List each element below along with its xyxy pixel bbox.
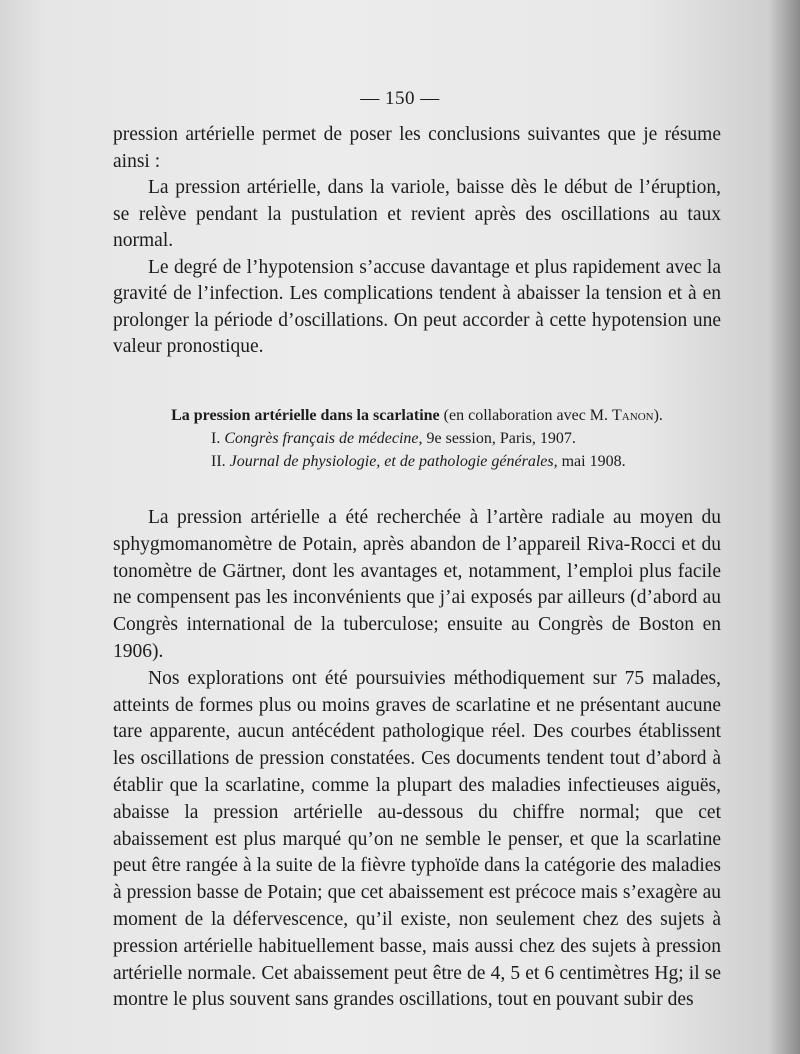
body-text bbox=[113, 505, 721, 1014]
intro-text bbox=[113, 122, 721, 361]
section-collab-suffix: ). bbox=[653, 407, 663, 424]
section-title: La pression artérielle dans la scarlatine bbox=[171, 407, 440, 424]
collaborator-name: Tanon bbox=[612, 407, 654, 424]
reference-details: 9e session, Paris, 1907. bbox=[422, 430, 576, 447]
reference-title: Journal de physiologie, et de pathologie générales, bbox=[229, 453, 558, 470]
body-paragraph: Nos explorations ont été poursuivies méthodiquement sur 75 malades, atteints de formes plus ou moins graves de scarlatine et ne présentant aucune tare apparente, aucun antécédent pathologique réel. Des courbes établissent les oscillations de pression constatées. Ces documents tendent tout d’abord à établir que la scarlatine, comme la plupart des maladies infectieuses aiguës, abaisse la pression artérielle au-dessous du chiffre normal; que cet abaissement est plus marqué qu’on ne semble le penser, et que la scarlatine peut être rangée à la suite de la fièvre typhoïde dans la catégorie des maladies à pression basse de Potain; que cet abaissement est précoce mais s’exagère au moment de la défervescence, qu’il existe, non seulement chez des sujets à pression artérielle habituellement basse, mais aussi chez des sujets à pression artérielle normale. Cet abaissement peut être de 4, 5 et 6 centimètres Hg; il se montre le plus souvent sans grandes oscillations, tout en pouvant subir des bbox=[113, 667, 721, 1011]
intro-paragraph: Le degré de l’hypotension s’accuse davantage et plus rapidement avec la gravité de l’infection. Les complications tendent à abaisser la tension et à en prolonger la période d’oscillations. On peut accorder à cette hypotension une valeur pronostique. bbox=[113, 256, 721, 357]
page-number: — 150 — bbox=[360, 88, 440, 109]
section-header bbox=[113, 404, 721, 473]
reference-2 bbox=[113, 450, 721, 473]
section-collab-prefix: (en collaboration avec M. bbox=[443, 407, 613, 424]
reference-details: mai 1908. bbox=[557, 453, 626, 470]
reference-title: Congrès français de médecine, bbox=[224, 430, 423, 447]
section-heading bbox=[113, 404, 721, 427]
reference-1 bbox=[113, 427, 721, 450]
intro-paragraph: La pression artérielle, dans la variole, baisse dès le début de l’éruption, se relève pendant la pustulation et revient après des oscillations au taux normal. bbox=[113, 177, 721, 251]
intro-paragraph: pression artérielle permet de poser les conclusions suivantes que je résume ainsi : bbox=[113, 124, 721, 172]
reference-number: II. bbox=[211, 453, 230, 470]
body-paragraph: La pression artérielle a été recherchée à l’artère radiale au moyen du sphygmomanomètre de Potain, après abandon de l’appareil Riva-Rocci et du tonomètre de Gärtner, dont les avantages et, notamment, l’emploi plus facile ne compensent pas les inconvénients que j’ai exposés par ailleurs (d’abord au Congrès international de la tuberculose; ensuite au Congrès de Boston en 1906). bbox=[113, 507, 721, 662]
reference-number: I. bbox=[211, 430, 225, 447]
